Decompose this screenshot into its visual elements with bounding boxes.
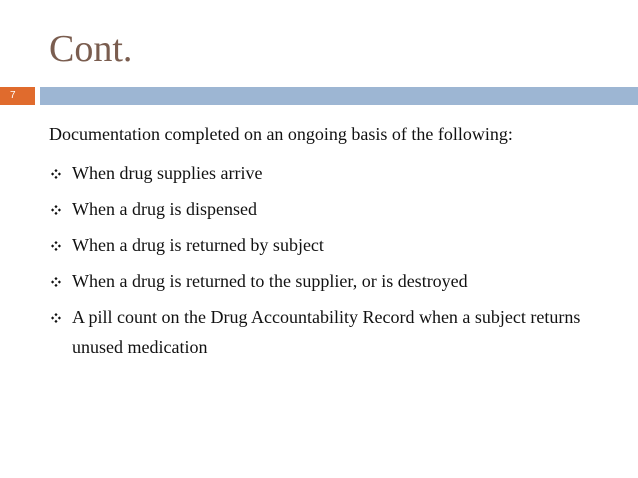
four-diamond-bullet-icon [51, 169, 61, 179]
bullet-item [49, 158, 609, 188]
bullet-item [49, 194, 609, 224]
bullet-text: When a drug is returned by subject [72, 235, 324, 255]
bullet-item [49, 266, 609, 296]
four-diamond-bullet-icon [51, 241, 61, 251]
four-diamond-bullet-icon [51, 277, 61, 287]
bullet-text: When a drug is dispensed [72, 199, 257, 219]
bullet-list [49, 158, 609, 362]
slide-title: Cont. [49, 28, 133, 70]
four-diamond-bullet-icon [51, 205, 61, 215]
slide-number: 7 [0, 87, 35, 105]
title-divider-bar [40, 87, 638, 105]
intro-text: Documentation completed on an ongoing basis of the following: [49, 124, 513, 144]
bullet-text: When drug supplies arrive [72, 163, 263, 183]
bullet-text: A pill count on the Drug Accountability Record when a subject returns unused medication [72, 307, 581, 357]
bullet-item [49, 230, 609, 260]
bullet-text: When a drug is returned to the supplier, or is destroyed [72, 271, 468, 291]
four-diamond-bullet-icon [51, 313, 61, 323]
bullet-item [49, 302, 609, 362]
slide-content [49, 122, 609, 368]
